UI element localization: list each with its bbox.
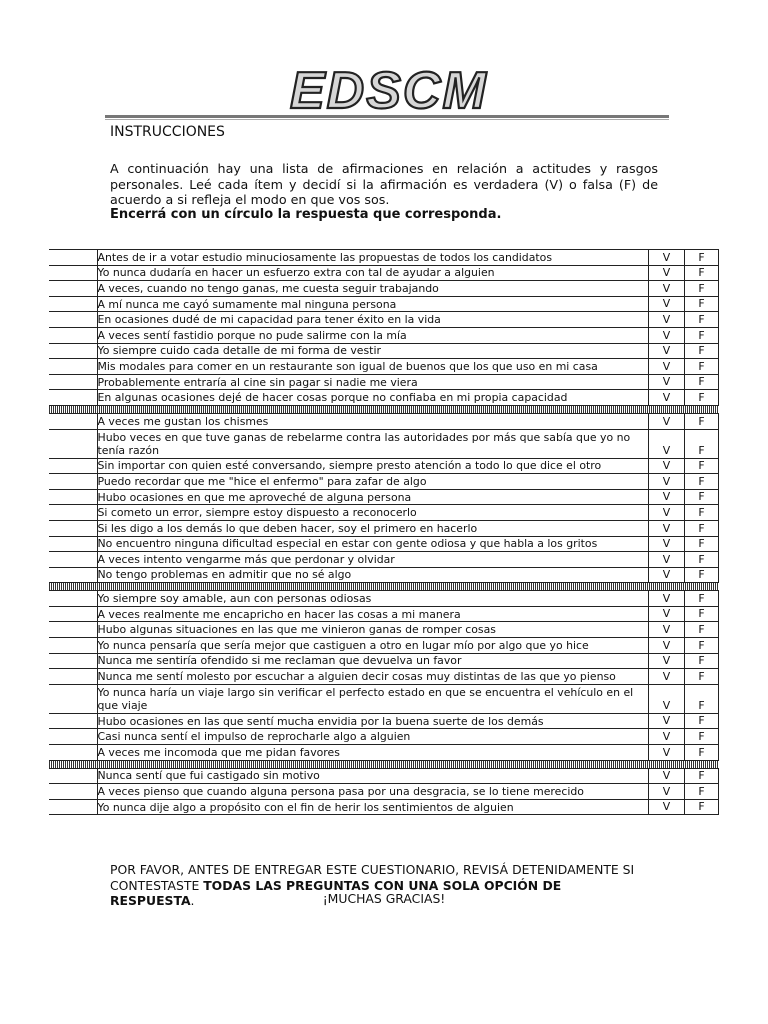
option-false[interactable]: F [685, 669, 719, 685]
row-margin [49, 327, 97, 343]
question-row [49, 250, 719, 266]
edscm-logo [286, 58, 496, 114]
option-true[interactable]: V [649, 374, 685, 390]
option-false[interactable]: F [685, 250, 719, 266]
option-true[interactable]: V [649, 552, 685, 568]
group-separator [49, 760, 719, 768]
row-margin [49, 729, 97, 745]
option-false[interactable]: F [685, 374, 719, 390]
question-row [49, 390, 719, 406]
question-row [49, 784, 719, 800]
option-true[interactable]: V [649, 638, 685, 654]
row-margin [49, 250, 97, 266]
option-false[interactable]: F [685, 653, 719, 669]
option-true[interactable]: V [649, 312, 685, 328]
row-margin [49, 474, 97, 490]
option-false[interactable]: F [685, 552, 719, 568]
option-true[interactable]: V [649, 536, 685, 552]
question-text: A veces pienso que cuando alguna persona pasa por una desgracia, se lo tiene merecido [97, 784, 649, 800]
option-true[interactable]: V [649, 669, 685, 685]
option-true[interactable]: V [649, 591, 685, 607]
option-true[interactable]: V [649, 296, 685, 312]
question-row [49, 374, 719, 390]
option-true[interactable]: V [649, 768, 685, 784]
question-row [49, 536, 719, 552]
row-margin [49, 622, 97, 638]
option-true[interactable]: V [649, 520, 685, 536]
question-text: Yo nunca dije algo a propósito con el fin de herir los sentimientos de alguien [97, 799, 649, 815]
question-row [49, 552, 719, 568]
option-false[interactable]: F [685, 390, 719, 406]
option-false[interactable]: F [685, 536, 719, 552]
separator-band [49, 583, 719, 591]
row-margin [49, 343, 97, 359]
option-false[interactable]: F [685, 489, 719, 505]
questionnaire-table [49, 249, 719, 815]
row-margin [49, 359, 97, 375]
option-false[interactable]: F [685, 343, 719, 359]
question-row [49, 312, 719, 328]
question-row [49, 729, 719, 745]
option-false[interactable]: F [685, 622, 719, 638]
option-false[interactable]: F [685, 799, 719, 815]
question-row [49, 505, 719, 521]
question-row [49, 343, 719, 359]
question-row [49, 296, 719, 312]
question-text: A veces me incomoda que me pidan favores [97, 745, 649, 761]
option-true[interactable]: V [649, 713, 685, 729]
question-row [49, 799, 719, 815]
thanks-text: ¡MUCHAS GRACIAS! [322, 891, 446, 906]
option-false[interactable]: F [685, 296, 719, 312]
question-text: Hubo veces en que tuve ganas de rebelarme contra las autoridades por más que sabía que yo no tenía razón [97, 429, 649, 458]
option-false[interactable]: F [685, 505, 719, 521]
option-false[interactable]: F [685, 458, 719, 474]
question-text: Si cometo un error, siempre estoy dispuesto a reconocerlo [97, 505, 649, 521]
row-margin [49, 799, 97, 815]
option-false[interactable]: F [685, 265, 719, 281]
question-row [49, 669, 719, 685]
question-text: A veces realmente me encapricho en hacer las cosas a mi manera [97, 606, 649, 622]
question-row [49, 713, 719, 729]
option-true[interactable]: V [649, 567, 685, 583]
row-margin [49, 505, 97, 521]
question-text: A veces, cuando no tengo ganas, me cuesta seguir trabajando [97, 281, 649, 297]
question-text: En ocasiones dudé de mi capacidad para tener éxito en la vida [97, 312, 649, 328]
footer-tail: . [190, 893, 195, 908]
row-margin [49, 312, 97, 328]
row-margin [49, 552, 97, 568]
question-text: Yo nunca pensaría que sería mejor que castiguen a otro en lugar mío por algo que yo hice [97, 638, 649, 654]
option-true[interactable]: V [649, 745, 685, 761]
question-text: Yo nunca haría un viaje largo sin verificar el perfecto estado en que se encuentra el vehículo en el que viaje [97, 684, 649, 713]
question-row [49, 265, 719, 281]
footer-line: POR FAVOR, ANTES DE ENTREGAR ESTE CUESTIONARIO, REVISÁ DETENIDAMENTE SI CONTESTASTE [110, 862, 635, 893]
option-true[interactable]: V [649, 606, 685, 622]
separator-band [49, 760, 719, 768]
option-true[interactable]: V [649, 489, 685, 505]
option-true[interactable]: V [649, 684, 685, 713]
question-text: Hubo ocasiones en las que sentí mucha envidia por la buena suerte de los demás [97, 713, 649, 729]
option-true[interactable]: V [649, 474, 685, 490]
question-text: Casi nunca sentí el impulso de reprocharle algo a alguien [97, 729, 649, 745]
question-row [49, 684, 719, 713]
question-row [49, 489, 719, 505]
question-text: Probablemente entraría al cine sin pagar si nadie me viera [97, 374, 649, 390]
row-margin [49, 606, 97, 622]
question-row [49, 520, 719, 536]
question-text: No encuentro ninguna dificultad especial en estar con gente odiosa y que habla a los gritos [97, 536, 649, 552]
instructions-bold: Encerrá con un círculo la respuesta que corresponda. [110, 207, 502, 222]
row-margin [49, 489, 97, 505]
option-true[interactable]: V [649, 359, 685, 375]
option-true[interactable]: V [649, 390, 685, 406]
row-margin [49, 536, 97, 552]
question-row [49, 327, 719, 343]
page-title: INSTRUCCIONES [110, 124, 225, 140]
question-text: Si les digo a los demás lo que deben hacer, soy el primero en hacerlo [97, 520, 649, 536]
option-false[interactable]: F [685, 684, 719, 713]
group-separator [49, 583, 719, 591]
footer-bold: TODAS LAS PREGUNTAS CON UNA SOLA OPCIÓN DE RESPUESTA [110, 877, 562, 908]
question-row [49, 591, 719, 607]
option-true[interactable]: V [649, 250, 685, 266]
question-text: Sin importar con quien esté conversando, siempre presto atención a todo lo que dice el otro [97, 458, 649, 474]
row-margin [49, 281, 97, 297]
option-true[interactable]: V [649, 413, 685, 429]
question-text: Mis modales para comer en un restaurante son igual de buenos que los que uso en mi casa [97, 359, 649, 375]
option-true[interactable]: V [649, 343, 685, 359]
question-text: Puedo recordar que me "hice el enfermo" para zafar de algo [97, 474, 649, 490]
logo-text: EDSCM [290, 62, 488, 114]
option-false[interactable]: F [685, 520, 719, 536]
row-margin [49, 458, 97, 474]
row-margin [49, 745, 97, 761]
option-false[interactable]: F [685, 745, 719, 761]
option-false[interactable]: F [685, 474, 719, 490]
question-row [49, 653, 719, 669]
option-true[interactable]: V [649, 458, 685, 474]
row-margin [49, 567, 97, 583]
question-row [49, 745, 719, 761]
question-text: Yo nunca dudaría en hacer un esfuerzo extra con tal de ayudar a alguien [97, 265, 649, 281]
separator-band [49, 405, 719, 413]
row-margin [49, 296, 97, 312]
question-text: En algunas ocasiones dejé de hacer cosas porque no confiaba en mi propia capacidad [97, 390, 649, 406]
option-true[interactable]: V [649, 799, 685, 815]
question-text: Hubo algunas situaciones en las que me vinieron ganas de romper cosas [97, 622, 649, 638]
option-true[interactable]: V [649, 327, 685, 343]
row-margin [49, 374, 97, 390]
option-false[interactable]: F [685, 606, 719, 622]
question-row [49, 622, 719, 638]
question-text: Hubo ocasiones en que me aproveché de alguna persona [97, 489, 649, 505]
row-margin [49, 413, 97, 429]
option-true[interactable]: V [649, 784, 685, 800]
question-text: A veces intento vengarme más que perdonar y olvidar [97, 552, 649, 568]
question-text: Nunca me sentí molesto por escuchar a alguien decir cosas muy distintas de las que yo pienso [97, 669, 649, 685]
option-false[interactable]: F [685, 413, 719, 429]
group-separator [49, 405, 719, 413]
option-true[interactable]: V [649, 729, 685, 745]
option-true[interactable]: V [649, 653, 685, 669]
question-text: A veces sentí fastidio porque no pude salirme con la mía [97, 327, 649, 343]
row-margin [49, 520, 97, 536]
row-margin [49, 591, 97, 607]
row-margin [49, 429, 97, 458]
question-row [49, 458, 719, 474]
question-row [49, 281, 719, 297]
option-false[interactable]: F [685, 429, 719, 458]
question-row [49, 429, 719, 458]
question-text: Yo siempre soy amable, aun con personas odiosas [97, 591, 649, 607]
option-false[interactable]: F [685, 638, 719, 654]
option-false[interactable]: F [685, 729, 719, 745]
option-true[interactable]: V [649, 429, 685, 458]
question-row [49, 606, 719, 622]
question-row [49, 567, 719, 583]
option-false[interactable]: F [685, 327, 719, 343]
question-text: Yo siempre cuido cada detalle de mi forma de vestir [97, 343, 649, 359]
row-margin [49, 768, 97, 784]
row-margin [49, 653, 97, 669]
header-rule [105, 115, 669, 118]
question-text: Antes de ir a votar estudio minuciosamente las propuestas de todos los candidatos [97, 250, 649, 266]
question-text: Nunca sentí que fui castigado sin motivo [97, 768, 649, 784]
option-false[interactable]: F [685, 713, 719, 729]
row-margin [49, 390, 97, 406]
header-rule-thin [105, 119, 669, 120]
question-row [49, 359, 719, 375]
option-false[interactable]: F [685, 281, 719, 297]
row-margin [49, 684, 97, 713]
question-text: A veces me gustan los chismes [97, 413, 649, 429]
option-true[interactable]: V [649, 281, 685, 297]
question-row [49, 413, 719, 429]
row-margin [49, 265, 97, 281]
option-false[interactable]: F [685, 768, 719, 784]
row-margin [49, 784, 97, 800]
question-row [49, 638, 719, 654]
row-margin [49, 713, 97, 729]
option-false[interactable]: F [685, 784, 719, 800]
question-row [49, 474, 719, 490]
option-false[interactable]: F [685, 567, 719, 583]
question-text: No tengo problemas en admitir que no sé algo [97, 567, 649, 583]
row-margin [49, 638, 97, 654]
option-false[interactable]: F [685, 591, 719, 607]
option-true[interactable]: V [649, 622, 685, 638]
option-true[interactable]: V [649, 265, 685, 281]
question-text: Nunca me sentiría ofendido si me reclaman que devuelva un favor [97, 653, 649, 669]
question-row [49, 768, 719, 784]
option-true[interactable]: V [649, 505, 685, 521]
option-false[interactable]: F [685, 312, 719, 328]
row-margin [49, 669, 97, 685]
question-text: A mí nunca me cayó sumamente mal ninguna persona [97, 296, 649, 312]
option-false[interactable]: F [685, 359, 719, 375]
instructions-text: A continuación hay una lista de afirmaciones en relación a actitudes y rasgos personales. Leé cada ítem y decidí si la afirmación es verdadera (V) o falsa (F) de acuerdo a si refleja el modo en que vos sos. [110, 161, 658, 207]
